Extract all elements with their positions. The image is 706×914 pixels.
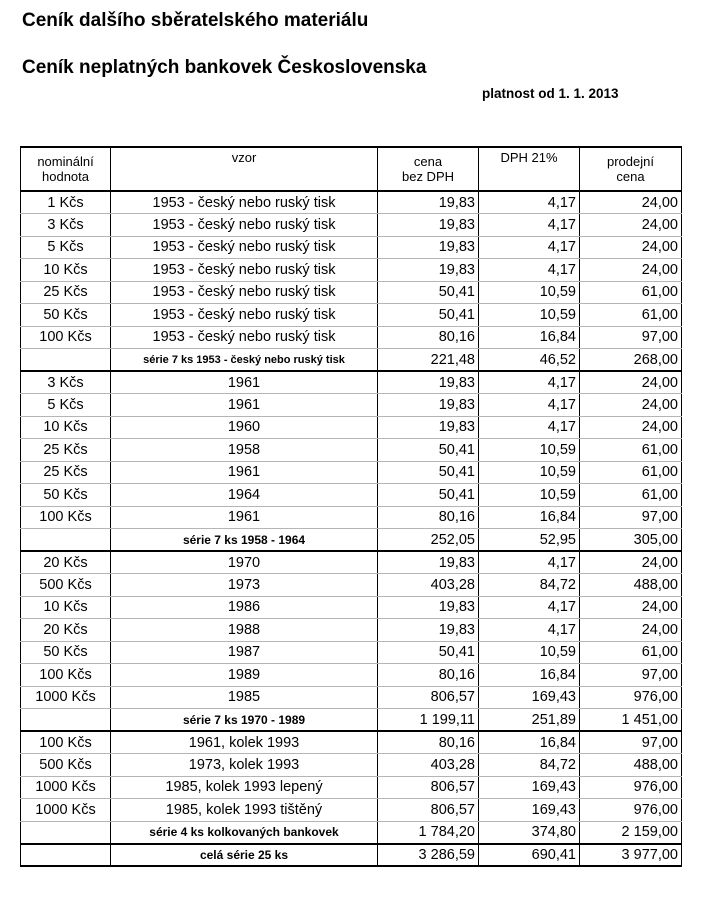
design-cell: 1961 (111, 461, 378, 484)
design-cell: 1973 (111, 574, 378, 597)
vat-cell: 169,43 (479, 776, 580, 799)
table-row (21, 551, 682, 574)
vat-cell: 84,72 (479, 574, 580, 597)
design-cell: 1953 - český nebo ruský tisk (111, 214, 378, 237)
price-table (20, 146, 682, 867)
subtotal-blank-cell (21, 821, 111, 844)
design-cell: 1961 (111, 394, 378, 417)
price-cell: 50,41 (378, 304, 479, 327)
table-row (21, 281, 682, 304)
design-cell: 1985, kolek 1993 lepený (111, 776, 378, 799)
price-cell: 80,16 (378, 506, 479, 529)
vat-cell: 169,43 (479, 799, 580, 822)
vat-cell: 84,72 (479, 754, 580, 777)
table-row (21, 461, 682, 484)
sale-cell: 24,00 (580, 551, 682, 574)
nominal-cell: 50 Kčs (21, 304, 111, 327)
subtotal-price: 252,05 (378, 529, 479, 552)
design-cell: 1985 (111, 686, 378, 709)
table-row (21, 259, 682, 282)
design-cell: 1961 (111, 371, 378, 394)
price-cell: 50,41 (378, 641, 479, 664)
price-cell: 19,83 (378, 394, 479, 417)
nominal-cell: 100 Kčs (21, 731, 111, 754)
subtotal-label: série 7 ks 1970 - 1989 (111, 709, 378, 732)
subtotal-vat: 374,80 (479, 821, 580, 844)
table-row (21, 574, 682, 597)
header-vat: DPH 21% (479, 147, 580, 169)
vat-cell: 4,17 (479, 371, 580, 394)
table-row (21, 304, 682, 327)
header-sale-line2: cena (580, 169, 682, 191)
price-cell: 19,83 (378, 596, 479, 619)
sale-cell: 24,00 (580, 596, 682, 619)
total-row (21, 844, 682, 867)
sale-cell: 24,00 (580, 191, 682, 214)
price-cell: 806,57 (378, 686, 479, 709)
nominal-cell: 25 Kčs (21, 439, 111, 462)
table-row (21, 619, 682, 642)
header-design-empty (111, 169, 378, 191)
sale-cell: 24,00 (580, 371, 682, 394)
subtotal-blank-cell (21, 529, 111, 552)
design-cell: 1986 (111, 596, 378, 619)
table-row (21, 731, 682, 754)
vat-cell: 4,17 (479, 214, 580, 237)
sale-cell: 976,00 (580, 799, 682, 822)
design-cell: 1953 - český nebo ruský tisk (111, 304, 378, 327)
vat-cell: 10,59 (479, 484, 580, 507)
table-row (21, 439, 682, 462)
sale-cell: 61,00 (580, 304, 682, 327)
nominal-cell: 20 Kčs (21, 551, 111, 574)
sale-cell: 24,00 (580, 394, 682, 417)
table-row (21, 686, 682, 709)
table-row (21, 664, 682, 687)
sale-cell: 24,00 (580, 236, 682, 259)
table-row (21, 394, 682, 417)
price-cell: 19,83 (378, 214, 479, 237)
subtotal-label: série 7 ks 1953 - český nebo ruský tisk (111, 349, 378, 372)
nominal-cell: 100 Kčs (21, 506, 111, 529)
page-subtitle: Ceník neplatných bankovek Československa (22, 57, 427, 78)
header-nominal: nominální (21, 147, 111, 169)
table-row (21, 641, 682, 664)
sale-cell: 61,00 (580, 439, 682, 462)
design-cell: 1973, kolek 1993 (111, 754, 378, 777)
price-cell: 50,41 (378, 461, 479, 484)
subtotal-row (21, 821, 682, 844)
header-nominal-line2: hodnota (21, 169, 111, 191)
header-vat-empty (479, 169, 580, 191)
sale-cell: 97,00 (580, 326, 682, 349)
price-cell: 80,16 (378, 326, 479, 349)
vat-cell: 4,17 (479, 416, 580, 439)
price-cell: 19,83 (378, 619, 479, 642)
design-cell: 1961, kolek 1993 (111, 731, 378, 754)
subtotal-row (21, 709, 682, 732)
sale-cell: 24,00 (580, 214, 682, 237)
nominal-cell: 500 Kčs (21, 574, 111, 597)
price-cell: 19,83 (378, 191, 479, 214)
design-cell: 1953 - český nebo ruský tisk (111, 326, 378, 349)
table-row (21, 326, 682, 349)
nominal-cell: 25 Kčs (21, 281, 111, 304)
design-cell: 1953 - český nebo ruský tisk (111, 281, 378, 304)
sale-cell: 61,00 (580, 281, 682, 304)
price-cell: 19,83 (378, 551, 479, 574)
vat-cell: 4,17 (479, 259, 580, 282)
nominal-cell: 500 Kčs (21, 754, 111, 777)
vat-cell: 4,17 (479, 619, 580, 642)
nominal-cell: 50 Kčs (21, 641, 111, 664)
total-label: celá série 25 ks (111, 844, 378, 867)
design-cell: 1953 - český nebo ruský tisk (111, 236, 378, 259)
vat-cell: 16,84 (479, 506, 580, 529)
design-cell: 1988 (111, 619, 378, 642)
subtotal-sale: 1 451,00 (580, 709, 682, 732)
nominal-cell: 1000 Kčs (21, 799, 111, 822)
nominal-cell: 1000 Kčs (21, 686, 111, 709)
design-cell: 1953 - český nebo ruský tisk (111, 259, 378, 282)
nominal-cell: 5 Kčs (21, 236, 111, 259)
vat-cell: 4,17 (479, 551, 580, 574)
vat-cell: 16,84 (479, 731, 580, 754)
header-sale: prodejní (580, 147, 682, 169)
subtotal-vat: 251,89 (479, 709, 580, 732)
price-cell: 19,83 (378, 371, 479, 394)
vat-cell: 4,17 (479, 394, 580, 417)
nominal-cell: 100 Kčs (21, 664, 111, 687)
vat-cell: 10,59 (479, 641, 580, 664)
table-row (21, 484, 682, 507)
price-cell: 19,83 (378, 259, 479, 282)
table-row (21, 214, 682, 237)
subtotal-row (21, 349, 682, 372)
table-body (21, 191, 682, 866)
sale-cell: 24,00 (580, 619, 682, 642)
total-vat: 690,41 (479, 844, 580, 867)
vat-cell: 10,59 (479, 439, 580, 462)
price-cell: 80,16 (378, 731, 479, 754)
subtotal-blank-cell (21, 349, 111, 372)
sale-cell: 97,00 (580, 664, 682, 687)
design-cell: 1987 (111, 641, 378, 664)
sale-cell: 61,00 (580, 461, 682, 484)
sale-cell: 24,00 (580, 259, 682, 282)
header-price-line2: bez DPH (378, 169, 479, 191)
price-cell: 19,83 (378, 236, 479, 259)
sale-cell: 976,00 (580, 686, 682, 709)
sale-cell: 488,00 (580, 754, 682, 777)
nominal-cell: 100 Kčs (21, 326, 111, 349)
nominal-cell: 3 Kčs (21, 214, 111, 237)
table-row (21, 236, 682, 259)
nominal-cell: 3 Kčs (21, 371, 111, 394)
vat-cell: 4,17 (479, 191, 580, 214)
vat-cell: 10,59 (479, 461, 580, 484)
nominal-cell: 50 Kčs (21, 484, 111, 507)
design-cell: 1989 (111, 664, 378, 687)
design-cell: 1964 (111, 484, 378, 507)
sale-cell: 61,00 (580, 641, 682, 664)
nominal-cell: 25 Kčs (21, 461, 111, 484)
price-cell: 403,28 (378, 574, 479, 597)
subtotal-vat: 46,52 (479, 349, 580, 372)
subtotal-label: série 7 ks 1958 - 1964 (111, 529, 378, 552)
price-cell: 80,16 (378, 664, 479, 687)
table-row (21, 506, 682, 529)
nominal-cell: 20 Kčs (21, 619, 111, 642)
table-header (21, 147, 682, 191)
table-row (21, 596, 682, 619)
subtotal-sale: 2 159,00 (580, 821, 682, 844)
header-design: vzor (111, 147, 378, 169)
subtotal-blank-cell (21, 709, 111, 732)
nominal-cell: 10 Kčs (21, 259, 111, 282)
nominal-cell: 1000 Kčs (21, 776, 111, 799)
vat-cell: 10,59 (479, 281, 580, 304)
table-row (21, 754, 682, 777)
table-row (21, 191, 682, 214)
subtotal-price: 1 199,11 (378, 709, 479, 732)
total-blank-cell (21, 844, 111, 867)
page-title: Ceník dalšího sběratelského materiálu (22, 10, 369, 31)
header-price: cena (378, 147, 479, 169)
sale-cell: 61,00 (580, 484, 682, 507)
design-cell: 1961 (111, 506, 378, 529)
subtotal-row (21, 529, 682, 552)
design-cell: 1960 (111, 416, 378, 439)
price-cell: 403,28 (378, 754, 479, 777)
subtotal-sale: 268,00 (580, 349, 682, 372)
vat-cell: 4,17 (479, 236, 580, 259)
subtotal-price: 221,48 (378, 349, 479, 372)
subtotal-price: 1 784,20 (378, 821, 479, 844)
price-cell: 19,83 (378, 416, 479, 439)
design-cell: 1985, kolek 1993 tištěný (111, 799, 378, 822)
sale-cell: 488,00 (580, 574, 682, 597)
price-cell: 50,41 (378, 281, 479, 304)
price-cell: 50,41 (378, 484, 479, 507)
vat-cell: 10,59 (479, 304, 580, 327)
table-row (21, 371, 682, 394)
table-row (21, 416, 682, 439)
subtotal-vat: 52,95 (479, 529, 580, 552)
price-cell: 806,57 (378, 799, 479, 822)
validity-date: platnost od 1. 1. 2013 (482, 86, 619, 101)
subtotal-sale: 305,00 (580, 529, 682, 552)
design-cell: 1958 (111, 439, 378, 462)
vat-cell: 4,17 (479, 596, 580, 619)
sale-cell: 97,00 (580, 506, 682, 529)
nominal-cell: 10 Kčs (21, 596, 111, 619)
vat-cell: 16,84 (479, 326, 580, 349)
design-cell: 1970 (111, 551, 378, 574)
sale-cell: 24,00 (580, 416, 682, 439)
price-cell: 806,57 (378, 776, 479, 799)
table-row (21, 776, 682, 799)
nominal-cell: 5 Kčs (21, 394, 111, 417)
sale-cell: 976,00 (580, 776, 682, 799)
price-cell: 50,41 (378, 439, 479, 462)
total-price: 3 286,59 (378, 844, 479, 867)
nominal-cell: 1 Kčs (21, 191, 111, 214)
sale-cell: 97,00 (580, 731, 682, 754)
vat-cell: 169,43 (479, 686, 580, 709)
nominal-cell: 10 Kčs (21, 416, 111, 439)
total-sale: 3 977,00 (580, 844, 682, 867)
design-cell: 1953 - český nebo ruský tisk (111, 191, 378, 214)
table-row (21, 799, 682, 822)
vat-cell: 16,84 (479, 664, 580, 687)
subtotal-label: série 4 ks kolkovaných bankovek (111, 821, 378, 844)
